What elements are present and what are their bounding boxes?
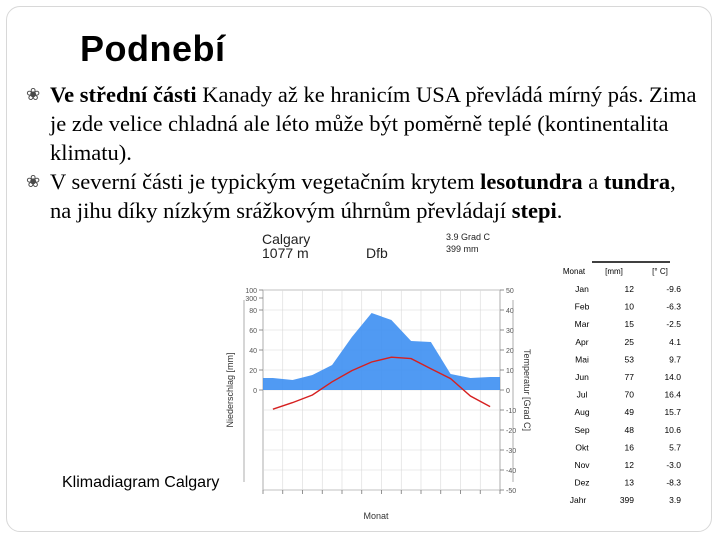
precip-area [263, 313, 500, 390]
north-text-d: . [556, 198, 563, 223]
left-tick-label: 20 [249, 368, 257, 375]
north-text-a: V severní části je typickým vegetačním krytem [50, 169, 481, 194]
table-cell: -6.3 [666, 301, 681, 312]
climate-table [563, 262, 681, 505]
climate-class: Dfb [366, 245, 388, 261]
right-tick-label: 20 [506, 348, 514, 355]
table-header-cell: [mm] [605, 267, 623, 276]
table-total-cell: 399 [619, 495, 634, 506]
chart-caption: Klimadiagram Calgary [62, 474, 220, 491]
table-header-cell: Monat [562, 267, 586, 276]
right-tick-label: 40 [506, 308, 514, 315]
precip-area-shape [263, 313, 500, 390]
term-lesotundra: lesotundra [480, 169, 583, 194]
left-tick-label: 80 [249, 308, 257, 315]
left-tick-label: 100 [245, 288, 257, 295]
table-cell: 5.7 [669, 442, 681, 453]
left-tick-label: 300 [245, 296, 257, 303]
right-tick-label: 10 [506, 368, 514, 375]
table-header-cell: [° C] [652, 267, 668, 276]
table-cell: Sep [574, 424, 590, 435]
table-cell: 10 [624, 301, 634, 312]
table-cell: Nov [574, 460, 590, 470]
table-cell: 49 [624, 407, 634, 418]
table-cell: 12 [624, 460, 634, 470]
right-tick-label: -50 [506, 488, 517, 495]
wind-rose-bullet-icon: ❀ [26, 85, 41, 104]
left-tick-label: 0 [253, 388, 257, 395]
y-axis-right-label: Temperatur [Grad C] [522, 348, 532, 432]
annual-precip: 399 mm [446, 244, 479, 254]
table-cell: 15.7 [664, 407, 681, 418]
table-cell: 25 [624, 336, 634, 347]
term-stepi: stepi [511, 198, 557, 223]
table-cell: Dez [574, 477, 590, 488]
table-cell: 77 [624, 372, 634, 382]
slide-title: Podnebí [80, 28, 226, 69]
table-cell: 53 [624, 354, 634, 365]
right-tick-label: -10 [506, 408, 517, 415]
table-cell: 13 [624, 477, 634, 488]
right-tick-label: 0 [506, 388, 510, 395]
table-cell: -3.0 [666, 460, 681, 470]
table-cell: 12 [624, 284, 634, 294]
north-text-b: a [582, 169, 604, 194]
right-tick-label: -40 [506, 468, 517, 475]
right-tick-label: -30 [506, 448, 517, 455]
table-cell: 48 [624, 424, 634, 435]
table-cell: -9.6 [666, 284, 681, 294]
table-total-cell: 3.9 [669, 495, 681, 506]
table-cell: Jul [576, 389, 588, 400]
table-cell: 16 [624, 442, 634, 453]
table-cell: 16.4 [664, 389, 681, 400]
table-cell: Aug [574, 407, 590, 418]
table-cell: 10.6 [664, 424, 681, 435]
mean-temp: 3.9 Grad C [446, 232, 491, 242]
wind-rose-bullet-icon: ❀ [26, 172, 41, 191]
table-cell: Jan [575, 284, 589, 294]
table-cell: Mar [574, 319, 590, 330]
right-tick-label: 30 [506, 328, 514, 335]
term-tundra: tundra [603, 169, 671, 194]
right-tick-label: -20 [506, 428, 517, 435]
right-tick-label: 50 [506, 288, 514, 295]
table-cell: -2.5 [666, 319, 681, 330]
table-cell: Okt [575, 442, 589, 453]
table-cell: Feb [574, 301, 590, 312]
table-cell: Apr [575, 336, 589, 347]
table-total-cell: Jahr [569, 495, 587, 506]
north-text-c: , na jihu díky nízkým srážkovým úhrnům převládají [50, 169, 676, 223]
table-cell: 14.0 [664, 372, 681, 382]
left-tick-label: 40 [249, 348, 257, 355]
station-altitude: 1077 m [262, 245, 309, 261]
table-cell: 9.7 [669, 354, 681, 365]
left-tick-label: 60 [249, 328, 257, 335]
table-cell: 70 [624, 389, 634, 400]
table-cell: -8.3 [666, 477, 681, 488]
table-cell: 15 [624, 319, 634, 330]
table-cell: Mai [575, 354, 589, 365]
table-cell: Jun [575, 372, 589, 382]
table-cell: 4.1 [669, 336, 681, 347]
y-axis-left-label: Niederschlag [mm] [225, 352, 235, 428]
x-axis-label: Monat [363, 511, 389, 521]
station-name: Calgary [262, 231, 311, 247]
central-part-text: Kanady až ke hranicím USA převládá mírný pás. Zima je zde velice chladná ale léto může být poměrně teplé (kontinentalita klimatu). [50, 82, 697, 165]
central-part-bold: Ve střední části [50, 82, 197, 107]
